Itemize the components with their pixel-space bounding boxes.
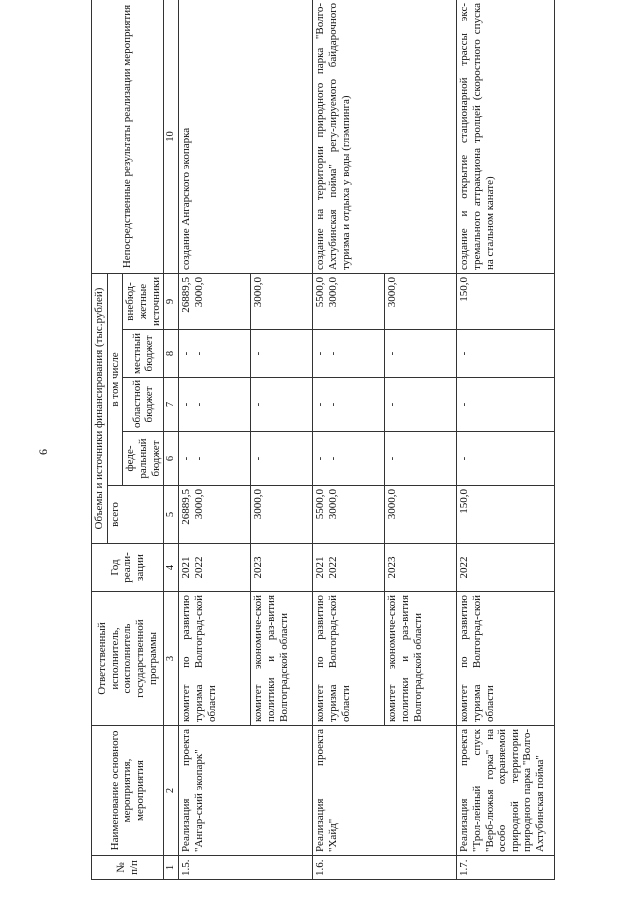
row-offbudget: 3000,0 — [385, 273, 457, 329]
row-federal: - - — [179, 432, 251, 486]
row-executor: комитет по развитию туризма Волгоград-ской области — [179, 592, 251, 726]
header-results: Непосредственные результаты реализации мероприятия — [92, 0, 164, 273]
row-result: создание Ангарского экопарка — [179, 0, 313, 273]
row-local: - - — [179, 330, 251, 378]
row-regional: - - — [179, 378, 251, 432]
row-local: - — [251, 330, 313, 378]
row-regional: - — [251, 378, 313, 432]
table-row — [457, 0, 555, 880]
header-offbudget: внебюд-жетные источники — [123, 273, 164, 329]
header-year: Год реали-зации — [92, 544, 164, 592]
row-number: 1.7. — [457, 856, 555, 880]
col-number: 1 — [164, 856, 179, 880]
row-local: - — [385, 330, 457, 378]
header-num: № п/п — [92, 856, 164, 880]
row-name: Реализация проекта "Хайд" — [313, 726, 457, 856]
row-name: Реализация проекта "Трол-лейный спуск "Верб-люжья горка" на особо охраняемой природной территории природного парка "Волго-Ахтубинская пойма" — [457, 726, 555, 856]
col-number: 9 — [164, 273, 179, 329]
row-total: 5500,0 3000,0 — [313, 486, 385, 544]
header-row-1 — [92, 0, 108, 880]
col-number: 8 — [164, 330, 179, 378]
row-years: 2023 — [385, 544, 457, 592]
row-years: 2021 2022 — [313, 544, 385, 592]
row-total: 150,0 — [457, 486, 555, 544]
row-local: - — [457, 330, 555, 378]
page-number: 6 — [36, 449, 50, 455]
row-years: 2022 — [457, 544, 555, 592]
row-years: 2021 2022 — [179, 544, 251, 592]
col-number: 6 — [164, 432, 179, 486]
row-years: 2023 — [251, 544, 313, 592]
column-number-row — [164, 0, 179, 880]
header-total: всего — [107, 486, 164, 544]
row-executor: комитет экономиче-ской политики и раз-вития Волгоградской области — [251, 592, 313, 726]
header-finance-group: Объемы и источники финансирования (тыс.рублей) — [92, 273, 108, 543]
row-local: - - — [313, 330, 385, 378]
header-federal: феде-ральный бюджет — [123, 432, 164, 486]
row-executor: комитет экономиче-ской политики и раз-вития Волгоградской области — [385, 592, 457, 726]
row-total: 3000,0 — [385, 486, 457, 544]
row-total: 3000,0 — [251, 486, 313, 544]
row-executor: комитет по развитию туризма Волгоград-ской области — [313, 592, 385, 726]
header-name: Наименование основного мероприятия, мероприятия — [92, 726, 164, 856]
row-result: создание и открытие стационарной трассы экс-тремального аттракциона тролцей (скоростного спуска на стальном канате) — [457, 0, 555, 273]
col-number: 5 — [164, 486, 179, 544]
table-row — [313, 0, 385, 880]
row-number: 1.6. — [313, 856, 457, 880]
row-offbudget: 5500,0 3000,0 — [313, 273, 385, 329]
header-including: в том числе — [107, 273, 123, 485]
row-regional: - - — [313, 378, 385, 432]
col-number: 2 — [164, 726, 179, 856]
row-regional: - — [385, 378, 457, 432]
row-federal: - — [457, 432, 555, 486]
row-federal: - - — [313, 432, 385, 486]
header-regional: областной бюджет — [123, 378, 164, 432]
row-federal: - — [385, 432, 457, 486]
rotated-table-region — [36, 0, 640, 880]
col-number: 3 — [164, 592, 179, 726]
row-offbudget: 3000,0 — [251, 273, 313, 329]
row-offbudget: 150,0 — [457, 273, 555, 329]
col-number: 10 — [164, 0, 179, 273]
table-row — [179, 0, 251, 880]
header-local: местный бюджет — [123, 330, 164, 378]
header-executor: Ответственный исполнитель, соисполнитель государственной программы — [92, 592, 164, 726]
row-federal: - — [251, 432, 313, 486]
col-number: 4 — [164, 544, 179, 592]
row-number: 1.5. — [179, 856, 313, 880]
row-name: Реализация проекта "Ангар-ский экопарк" — [179, 726, 313, 856]
col-number: 7 — [164, 378, 179, 432]
financing-table — [91, 0, 555, 880]
row-offbudget: 26889,5 3000,0 — [179, 273, 251, 329]
row-regional: - — [457, 378, 555, 432]
row-result: создание на территории природного парка "Волго-Ахтубинская пойма" регу-лируемого байдарочного туризма и отдыха у воды (глэмпинга) — [313, 0, 457, 273]
row-executor: комитет по развитию туризма Волгоград-ской области — [457, 592, 555, 726]
row-total: 26889,5 3000,0 — [179, 486, 251, 544]
